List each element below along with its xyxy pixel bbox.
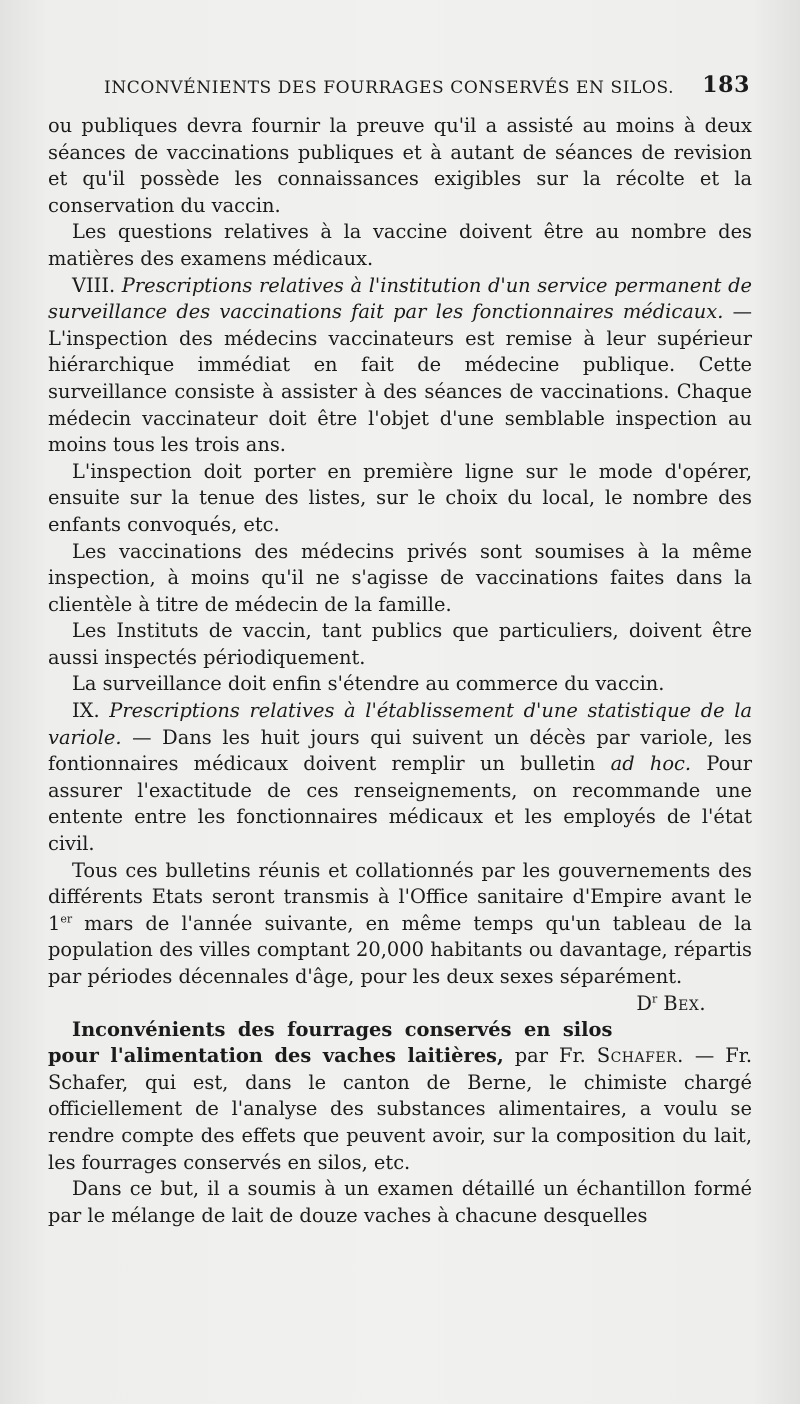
last-paragraph: Dans ce but, il a soumis à un examen détaillé un échantillon formé par le mélange de lait de douze vaches à chacune desquelles — [48, 1177, 752, 1227]
article-title: Inconvénients des fourrages conservés en silos pour l'alimentation des vaches laitières, — [48, 1017, 613, 1068]
paragraph-bulletins — [48, 858, 752, 1015]
article-paragraph — [48, 1017, 752, 1177]
paragraph-inspection: L'inspection doit porter en première ligne sur le mode d'opérer, ensuite sur la tenue des listes, sur le choix du local, le nombre des enfants convoqués, etc. — [48, 459, 752, 536]
page-number: 183 — [702, 72, 750, 98]
section-ix — [48, 698, 752, 858]
signature-superscript: r — [651, 992, 658, 1006]
section-ix-heading: Prescriptions relatives à l'établissement d'une statistique de la variole. — [48, 699, 752, 749]
section-viii-heading: Prescriptions relatives à l'institution d'un service permanent de surveillance des vaccinations fait par les fonctionnaires médicaux. — [48, 273, 752, 324]
signature-prefix: D — [636, 991, 652, 1015]
page-body — [48, 113, 752, 1229]
ordinal-superscript: er — [60, 912, 73, 926]
article-by: par Fr. — [503, 1044, 597, 1068]
paragraph-1: ou publiques devra fournir la preuve qu'il a assisté au moins à deux séances de vaccinations publiques et à autant de séances de revision et qu'il possède les connaissances exigibles sur la récolte et la conservation du vaccin. — [48, 114, 752, 217]
signature — [612, 991, 706, 1018]
running-title: INCONVÉNIENTS DES FOURRAGES CONSERVÉS EN SILOS. — [104, 78, 675, 98]
ad-hoc-italic: ad hoc. — [610, 752, 692, 776]
bulletins-text: Tous ces bulletins réunis et collationnés par les gouvernements des différents Etats seront transmis à l'Office sanitaire d'Empire avant le 1 — [48, 858, 752, 935]
paragraph-institutes: Les Instituts de vaccin, tant publics que particuliers, doivent être aussi inspectés périodiquement. — [48, 619, 752, 669]
paragraph-private-vaccinations: Les vaccinations des médecins privés sont soumises à la même inspection, à moins qu'il ne s'agisse de vaccinations faites dans la clientèle à titre de médecin de la famille. — [48, 539, 752, 616]
bulletins-text-2: mars de l'année suivante, en même temps qu'un tableau de la population des villes comptant 20,000 habitants ou davantage, répartis par périodes décennales d'âge, pour les deux sexes séparément. — [48, 911, 752, 988]
paragraph-commerce: La surveillance doit enfin s'étendre au commerce du vaccin. — [72, 672, 665, 696]
section-ix-text: — Dans les huit jours qui suivent un décès par variole, les fontionnaires médicaux doivent remplir un bulletin — [48, 725, 752, 776]
article-text: — Fr. Schafer, qui est, dans le canton de Berne, le chimiste chargé officiellement de l'analyse des substances alimentaires, a voulu se rendre compte des effets que peuvent avoir, sur la composition du lait, les fourrages conservés en silos, etc. — [48, 1044, 752, 1174]
section-viii-text: — L'inspection des médecins vaccinateurs est remise à leur supérieur hiérarchique immédiat en fait de médecine publique. Cette surveillance consiste à assister à des séances de vaccinations. Chaque médecin vaccinateur doit être l'objet d'une semblable inspection au moins tous les trois ans. — [48, 300, 753, 457]
section-viii — [48, 273, 752, 459]
section-ix-text-2: Pour assurer l'exactitude de ces renseignements, on recommande une entente entre les fonctionnaires médicaux et les employés de l'état civil. — [48, 752, 753, 856]
section-ix-number: IX. — [72, 699, 110, 723]
signature-name: Bex. — [663, 991, 706, 1015]
article-author: Schafer. — [596, 1044, 684, 1068]
paragraph-2: Les questions relatives à la vaccine doivent être au nombre des matières des examens médicaux. — [48, 220, 752, 270]
page-header — [104, 70, 750, 104]
section-viii-number: VIII. — [72, 273, 122, 297]
